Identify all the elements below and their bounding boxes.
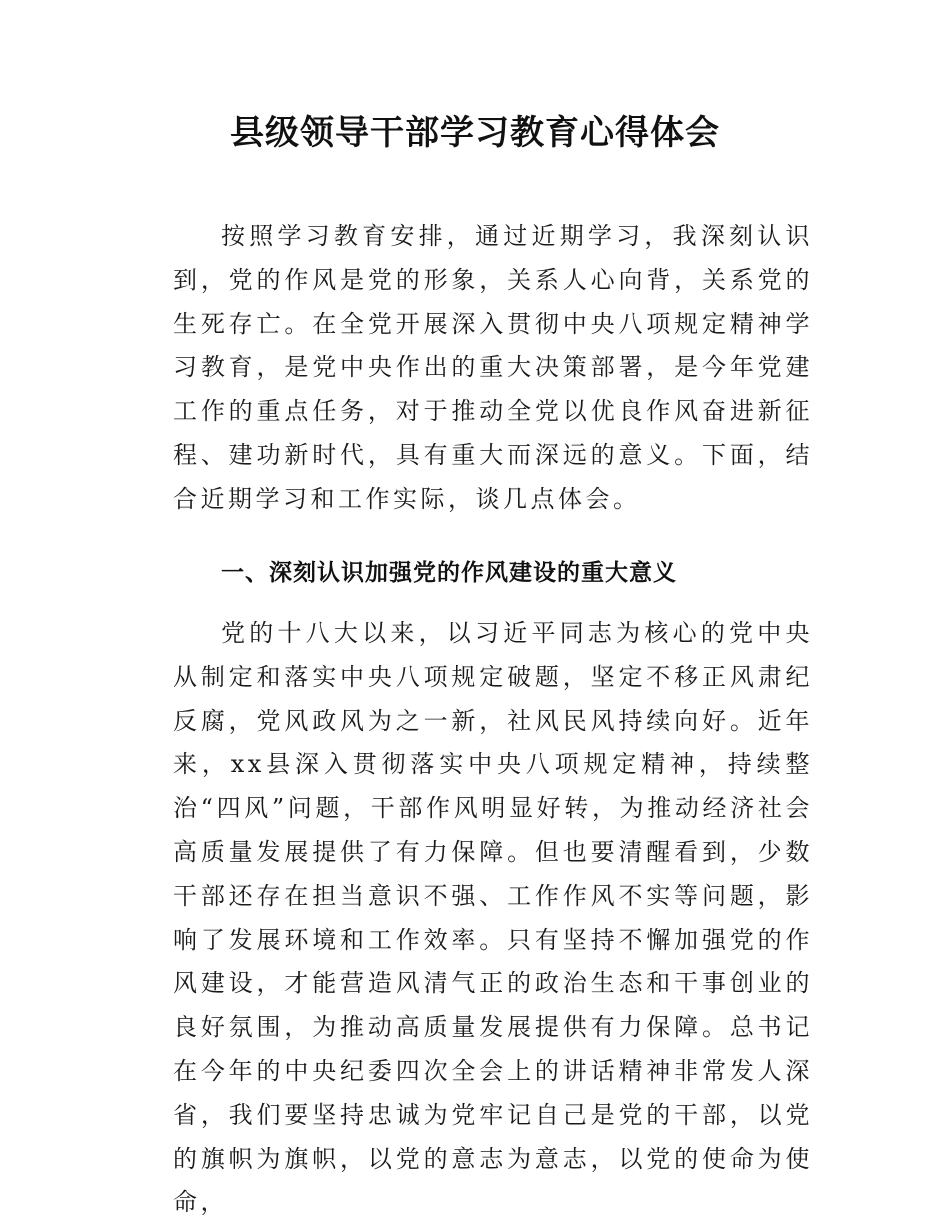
intro-paragraph: 按照学习教育安排，通过近期学习，我深刻认识到，党的作风是党的形象，关系人心向背，关系党的生死存亡。在全党开展深入贯彻中央八项规定精神学习教育，是党中央作出的重大决策部署，是今年党建工作的重点任务，对于推动全党以优良作风奋进新征程、建功新时代，具有重大而深远的意义。下面，结合近期学习和工作实际，谈几点体会。 <box>173 222 813 513</box>
document-title: 县级领导干部学习教育心得体会 <box>230 113 720 153</box>
section-heading: 一、深刻认识加强党的作风建设的重大意义 <box>221 560 677 586</box>
body-paragraph: 党的十八大以来，以习近平同志为核心的党中央从制定和落实中央八项规定破题，坚定不移正风肃纪反腐，党风政风为之一新，社风民风持续向好。近年来，xx县深入贯彻落实中央八项规定精神，持续整治“四风”问题，干部作风明显好转，为推动经济社会高质量发展提供了有力保障。但也要清醒看到，少数干部还存在担当意识不强、工作作风不实等问题，影响了发展环境和工作效率。只有坚持不懈加强党的作风建设，才能营造风清气正的政治生态和干事创业的良好氛围，为推动高质量发展提供有力保障。总书记在今年的中央纪委四次全会上的讲话精神非常发人深省，我们要坚持忠诚为党牢记自己是党的干部，以党的旗帜为旗帜，以党的意志为意志，以党的使命为使命， <box>173 619 813 1217</box>
